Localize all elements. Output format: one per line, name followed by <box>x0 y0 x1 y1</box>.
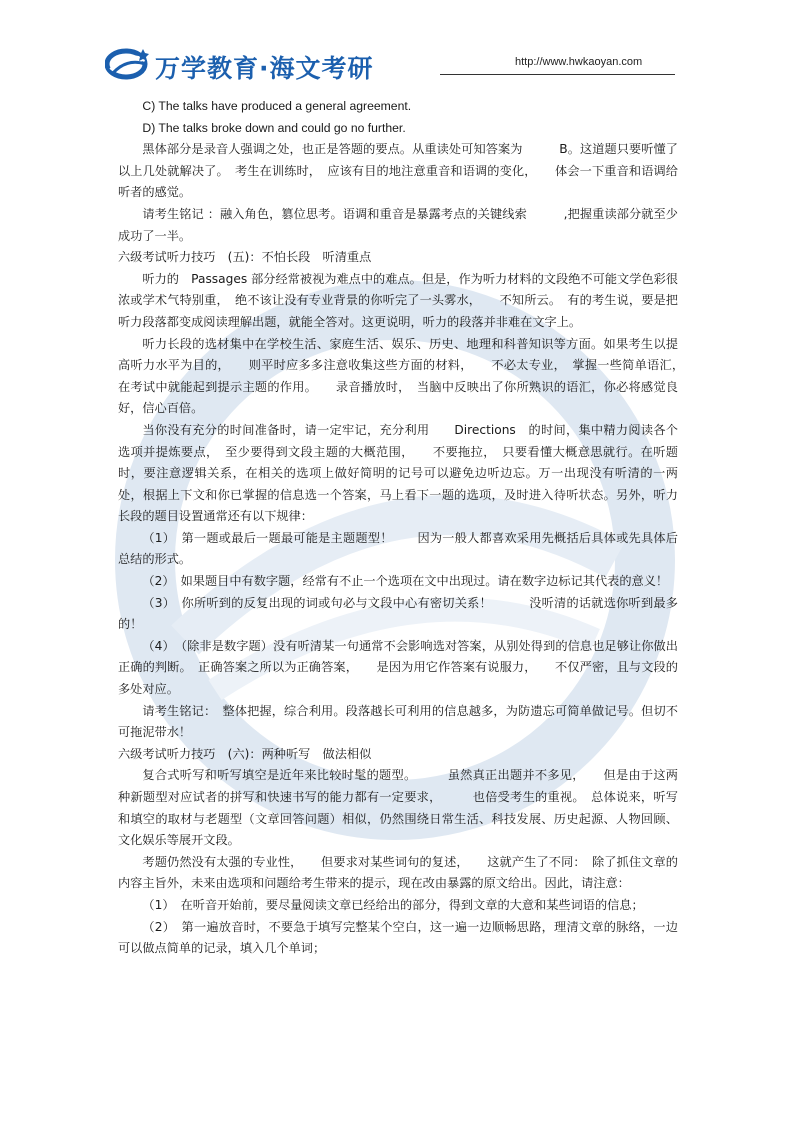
list-item: （2） 如果题目中有数字题，经常有不止一个选项在文中出现过。请在数字边标记其代表的意义！ <box>142 574 669 589</box>
brand-name: 万学教育·海文考研 <box>155 54 374 83</box>
header-divider <box>440 74 675 75</box>
page-header <box>105 44 675 84</box>
list-item: （4） （除非是数字题）没有听清某一句通常不会影响选对答案，从别处得到的信息也足够让你做出正确的判断。 正确答案之所以为正确答案， 是因为用它作答案有说服力， 不仅严密，且与文段的多处对应。 <box>118 638 678 697</box>
list-item: （3） 你所听到的反复出现的词或句必与文段中心有密切关系！ 没听清的话就选你听到最多的！ <box>118 595 678 632</box>
paragraph: 听力的 Passages 部分经常被视为难点中的难点。但是，作为听力材料的文段绝不可能文学色彩很浓或学术气特别重， 绝不该让没有专业背景的你听完了一头雾水， 不知所云。 有的考生说，要是把听力段落都变成阅读理解出题，就能全答对。这更说明，听力的段落并非难在文字上。 <box>118 271 678 329</box>
paragraph: 当你没有充分的时间准备时，请一定牢记，充分利用 Directions 的时间，集中精力阅读各个选项并提炼要点， 至少要得到文段主题的大概范围， 不要拖拉， 只要看懂大概意思就行。在听题时，要注意逻辑关系，在相关的选项上做好简明的记号可以避免边听边忘。万一出现没有听清的一两处，根据上下文和你已掌握的信息选一个答案，马上看下一题的选项，及时进入待听状态。另外，听力长段的题目设置通常还有以下规律： <box>118 422 678 524</box>
section-heading: 六级考试听力技巧 (五)：不怕长段 听清重点 <box>118 250 372 265</box>
section-heading: 六级考试听力技巧 (六)：两种听写 做法相似 <box>118 746 372 761</box>
paragraph: 请考生铭记： 整体把握，综合利用。段落越长可利用的信息越多，为防遗忘可简单做记号。但切不可拖泥带水！ <box>118 703 678 740</box>
brand-logo-icon <box>105 46 151 80</box>
list-item: （2） 第一遍放音时，不要急于填写完整某个空白，这一遍一边顺畅思路，理清文章的脉络，一边可以做点简单的记录，填入几个单词； <box>118 919 678 956</box>
list-item: （1） 第一题或最后一题最可能是主题题型！ 因为一般人都喜欢采用先概括后具体或先具体后总结的形式。 <box>118 530 678 567</box>
answer-option: C) The talks have produced a general agreement. <box>142 99 412 113</box>
answer-option: D) The talks broke down and could go no further. <box>142 120 406 135</box>
document-body <box>118 96 691 960</box>
paragraph: 考题仍然没有太强的专业性， 但要求对某些词句的复述， 这就产生了不同： 除了抓住文章的内容主旨外，未来由选项和问题给考生带来的提示，现在改由暴露的原文给出。因此，请注意： <box>118 854 678 891</box>
list-item: （1） 在听音开始前，要尽量阅读文章已经给出的部分，得到文章的大意和某些词语的信息； <box>142 897 644 912</box>
paragraph: 黑体部分是录音人强调之处，也正是答题的要点。从重读处可知答案为 B。这道题只要听懂了以上几处就解决了。 考生在训练时， 应该有目的地注意重音和语调的变化， 体会一下重音和语调给听者的感觉。 <box>118 142 678 200</box>
paragraph: 请考生铭记 ：融入角色，篡位思考。语调和重音是暴露考点的关键线索 ,把握重读部分就至少成功了一半。 <box>118 206 678 243</box>
paragraph: 复合式听写和听写填空是近年来比较时髦的题型。 虽然真正出题并不多见， 但是由于这两种新题型对应试者的拼写和快速书写的能力都有一定要求， 也倍受考生的重视。 总体说来，听写和填空的取材与老题型（文章回答问题）相似，仍然围绕日常生活、科技发展、历史起源、人物回顾、文化娱乐等展开文段。 <box>118 768 678 848</box>
header-url: http://www.hwkaoyan.com <box>515 56 643 68</box>
paragraph: 听力长段的选材集中在学校生活、家庭生活、娱乐、历史、地理和科普知识等方面。如果考生以提高听力水平为目的， 则平时应多多注意收集这些方面的材料， 不必太专业， 掌握一些简单语汇， 在考试中就能起到提示主题的作用。 录音播放时， 当脑中反映出了你所熟识的语汇，你必将感觉良好，信心百倍。 <box>118 336 691 416</box>
